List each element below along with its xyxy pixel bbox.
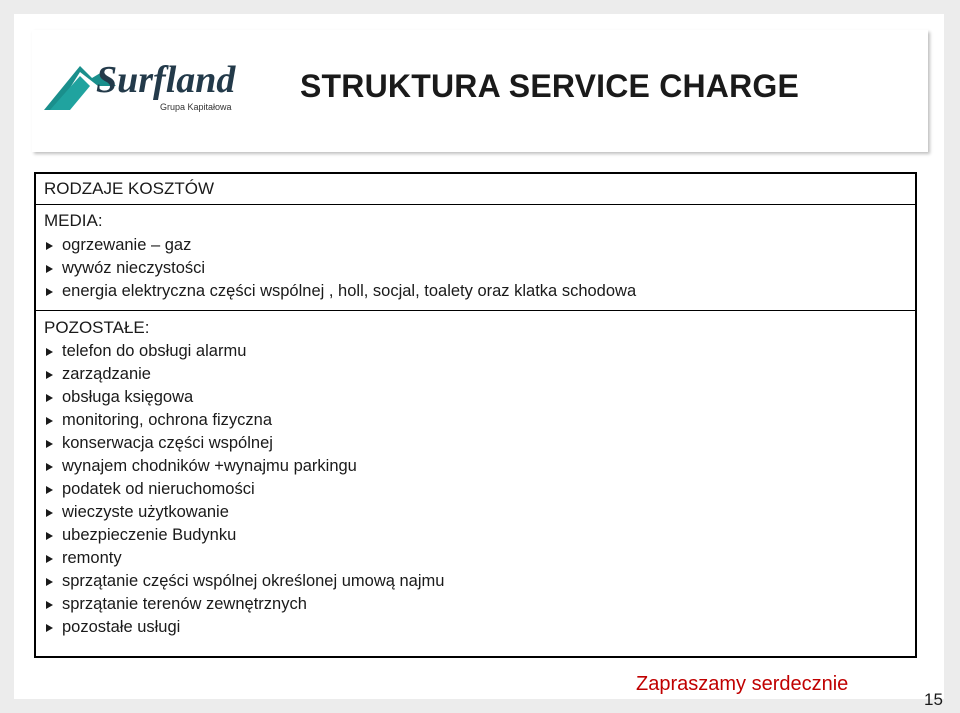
other-list (44, 340, 444, 639)
logo-subtext: Grupa Kapitałowa (160, 102, 232, 112)
list-item-text: wywóz nieczystości (62, 259, 206, 277)
list-item-text: remonty (62, 549, 122, 567)
list-item-text: konserwacja części wspólnej (62, 434, 273, 452)
list-item-text: zarządzanie (62, 365, 151, 383)
list-item-text: energia elektryczna części wspólnej , holl, socjal, toalety oraz klatka schodowa (62, 282, 637, 300)
list-item (44, 593, 444, 616)
list-item-text: sprzątanie części wspólnej określonej umową najmu (62, 572, 445, 590)
list-item (44, 234, 636, 257)
list-item (44, 386, 444, 409)
list-item (44, 280, 636, 303)
list-item (44, 570, 444, 593)
list-item-text: pozostałe usługi (62, 618, 181, 636)
list-item (44, 501, 444, 524)
bullet-icon (46, 440, 53, 448)
list-item-text: obsługa księgowa (62, 388, 194, 406)
list-item-text: telefon do obsługi alarmu (62, 342, 247, 360)
bullet-icon (46, 509, 53, 517)
table-header-row (36, 174, 915, 205)
bullet-icon (46, 555, 53, 563)
other-label: POZOSTAŁE: (44, 318, 150, 337)
bullet-icon (46, 578, 53, 586)
list-item-text: monitoring, ochrona fizyczna (62, 411, 273, 429)
bullet-icon (46, 242, 53, 250)
bullet-icon (46, 486, 53, 494)
bullet-icon (46, 348, 53, 356)
list-item-text: ubezpieczenie Budynku (62, 526, 237, 544)
other-section (36, 311, 915, 656)
cost-table (34, 172, 917, 658)
bullet-icon (46, 417, 53, 425)
list-item (44, 616, 444, 639)
bullet-icon (46, 532, 53, 540)
bullet-icon (46, 463, 53, 471)
invitation-text: Zapraszamy serdecznie (636, 673, 849, 695)
page-number: 15 (924, 690, 943, 709)
list-item-text: wieczyste użytkowanie (62, 503, 229, 521)
list-item-text: sprzątanie terenów zewnętrznych (62, 595, 307, 613)
list-item (44, 409, 444, 432)
table-heading: RODZAJE KOSZTÓW (44, 179, 214, 198)
bullet-icon (46, 624, 53, 632)
bullet-icon (46, 394, 53, 402)
list-item (44, 455, 444, 478)
list-item-text: podatek od nieruchomości (62, 480, 255, 498)
list-item (44, 257, 636, 280)
bullet-icon (46, 601, 53, 609)
page-title: STRUKTURA SERVICE CHARGE (300, 68, 800, 104)
media-section (36, 205, 915, 311)
media-list (44, 234, 636, 303)
bullet-icon (46, 371, 53, 379)
media-label: MEDIA: (44, 211, 103, 230)
bullet-icon (46, 265, 53, 273)
surfland-logo (40, 52, 250, 116)
list-item-text: ogrzewanie – gaz (62, 236, 192, 254)
list-item (44, 478, 444, 501)
list-item (44, 340, 444, 363)
list-item (44, 524, 444, 547)
bullet-icon (46, 288, 53, 296)
list-item (44, 363, 444, 386)
list-item (44, 547, 444, 570)
list-item (44, 432, 444, 455)
logo-wordmark: Surfland (96, 59, 236, 101)
list-item-text: wynajem chodników +wynajmu parkingu (62, 457, 357, 475)
